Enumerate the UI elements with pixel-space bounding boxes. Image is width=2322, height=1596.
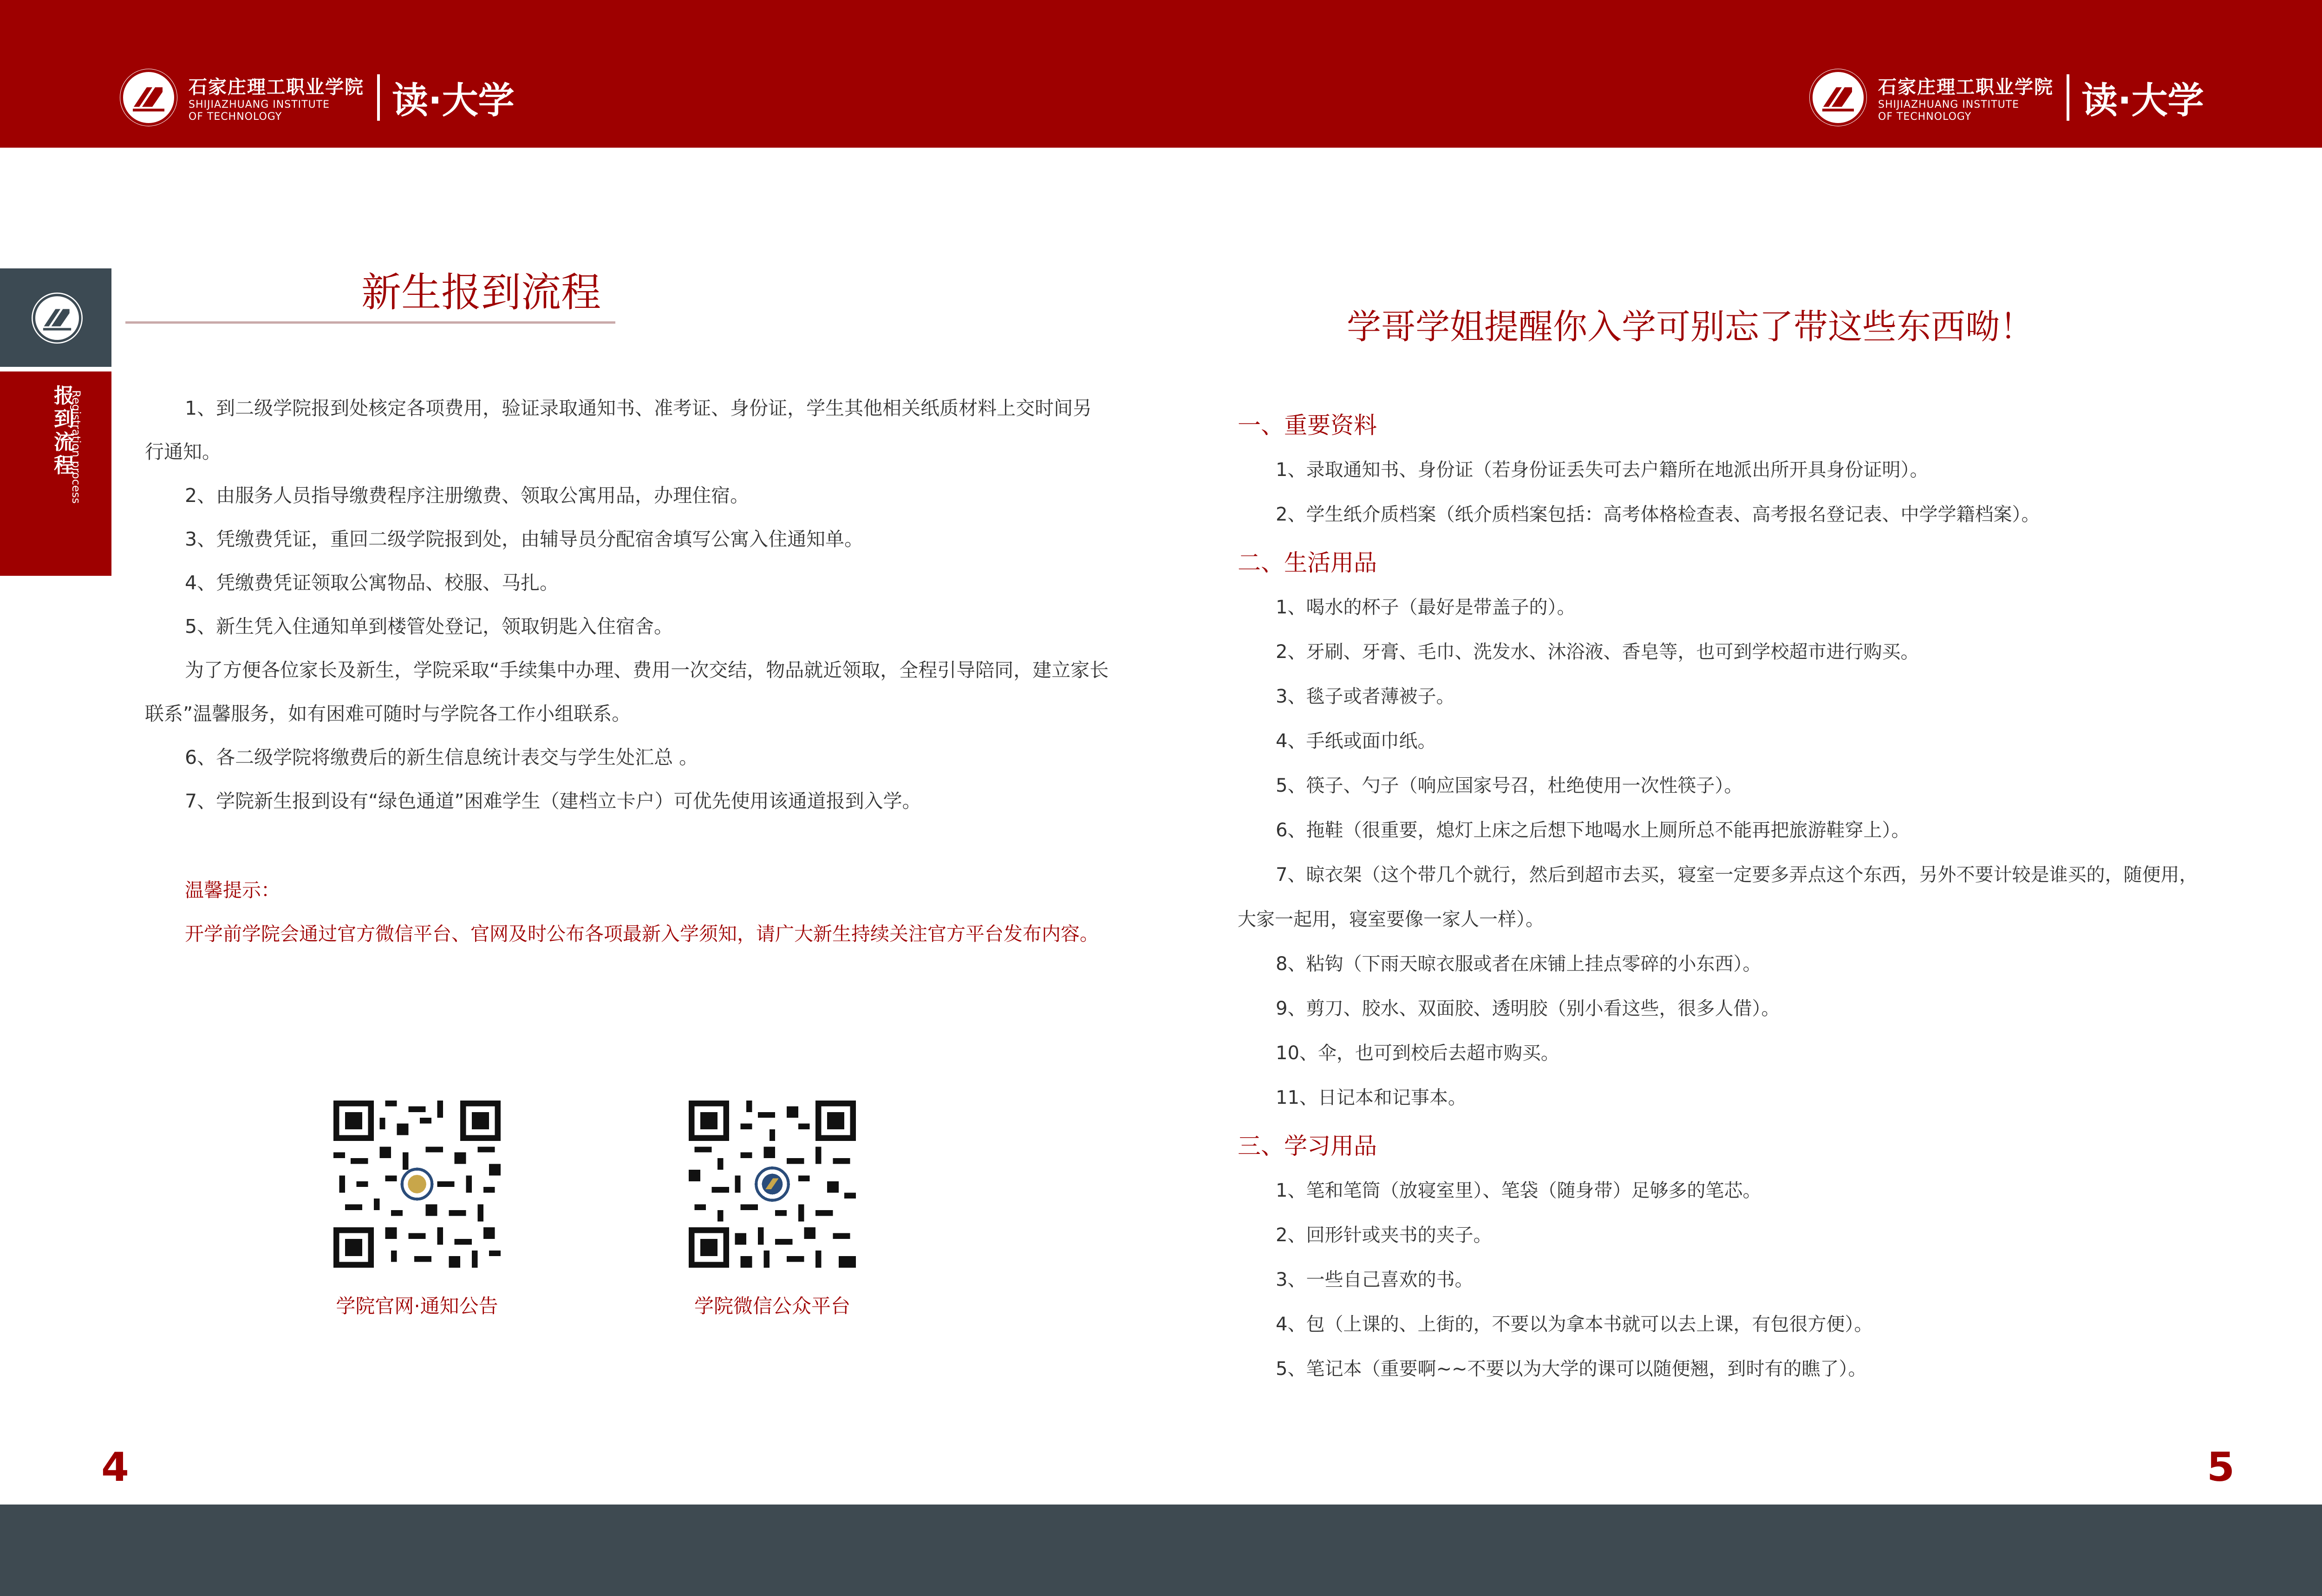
qr-label-wechat: 学院微信公众平台 — [694, 1295, 850, 1317]
brand-right — [1809, 65, 2204, 130]
side-label-char: 报 — [54, 384, 74, 408]
step-item: 2、由服务人员指导缴费程序注册缴费、领取公寓用品，办理住宿。 — [185, 484, 750, 507]
list-item: 3、一些自己喜欢的书。 — [1276, 1269, 1474, 1290]
list-item: 4、手纸或面巾纸。 — [1276, 730, 1436, 752]
school-emblem-icon — [32, 293, 83, 344]
registration-steps — [145, 386, 1111, 823]
school-name-en-1: SHIJIAZHUANG INSTITUTE — [1878, 98, 2020, 111]
list-item: 8、粘钩（下雨天晾衣服或者在床铺上挂点零碎的小东西）。 — [1276, 953, 1761, 975]
list-item: 3、毯子或者薄被子。 — [1276, 686, 1455, 707]
school-name-en-1: SHIJIAZHUANG INSTITUTE — [189, 98, 330, 111]
page-title-left: 新生报到流程 — [361, 269, 601, 316]
side-label-char: 流 — [54, 430, 74, 454]
school-name-en-2: OF TECHNOLOGY — [189, 111, 282, 123]
list-item: 2、回形针或夹书的夹子。 — [1276, 1225, 1492, 1246]
section-heading: 一、重要资料 — [1238, 412, 1377, 439]
school-name-cn: 石家庄理工职业学院 — [189, 76, 364, 98]
section-heading: 三、学习用品 — [1238, 1133, 1377, 1160]
side-label-en: Registration process — [70, 390, 83, 504]
checklist — [1238, 399, 2213, 1391]
list-item: 1、笔和笔筒（放寝室里）、笔袋（随身带）足够多的笔芯。 — [1276, 1180, 1761, 1201]
brand-divider — [377, 74, 380, 121]
list-item: 2、学生纸介质档案（纸介质档案包括：高考体格检查表、高考报名登记表、中学学籍档案）。 — [1276, 504, 2040, 525]
step-item: 6、各二级学院将缴费后的新生信息统计表交与学生处汇总 。 — [185, 746, 698, 769]
side-tab-label — [0, 371, 111, 576]
step-item: 7、学院新生报到设有“绿色通道”困难学生（建档立卡户）可优先使用该通道报到入学。 — [185, 790, 921, 812]
section-heading: 二、生活用品 — [1238, 549, 1377, 576]
list-item: 11、日记本和记事本。 — [1276, 1087, 1467, 1108]
footer-bar — [0, 1505, 2322, 1596]
step-item: 1、到二级学院报到处核定各项费用，验证录取通知书、准考证、身份证，学生其他相关纸质材料上交时间另行通知。 — [145, 397, 1092, 463]
school-emblem-icon — [1809, 69, 1867, 126]
title-underline — [125, 321, 615, 324]
school-name-en-2: OF TECHNOLOGY — [1878, 111, 1972, 123]
list-item: 5、笔记本（重要啊~~不要以为大学的课可以随便翘，到时有的瞧了）。 — [1276, 1358, 1867, 1380]
list-item: 7、晾衣架（这个带几个就行，然后到超市去买，寝室一定要多弄点这个东西，另外不要计较是谁买的，随便用，大家一起用，寝室要像一家人一样）。 — [1238, 864, 2198, 930]
tip-title: 温馨提示： — [185, 879, 280, 901]
list-item: 4、包（上课的、上街的，不要以为拿本书就可以去上课，有包很方便）。 — [1276, 1314, 1873, 1335]
side-tab-emblem — [0, 268, 111, 367]
brand-tagline: 读·大学 — [392, 80, 515, 122]
list-item: 10、伞，也可到校后去超市购买。 — [1276, 1042, 1559, 1064]
page-number-right: 5 — [2207, 1444, 2235, 1491]
qr-code-wechat[interactable] — [689, 1101, 856, 1268]
qr-code-website[interactable] — [333, 1101, 501, 1268]
list-item: 1、喝水的杯子（最好是带盖子的）。 — [1276, 597, 1576, 618]
step-item: 3、凭缴费凭证，重回二级学院报到处，由辅导员分配宿舍填写公寓入住通知单。 — [185, 528, 864, 550]
brand-tagline: 读·大学 — [2081, 80, 2204, 122]
page-title-right: 学哥学姐提醒你入学可别忘了带这些东西呦！ — [1347, 307, 2034, 347]
step-item: 为了方便各位家长及新生，学院采取“手续集中办理、费用一次交结，物品就近领取，全程引导陪同，建立家长联系”温馨服务，如有困难可随时与学院各工作小组联系。 — [145, 659, 1109, 725]
step-item: 5、新生凭入住通知单到楼管处登记，领取钥匙入住宿舍。 — [185, 615, 673, 638]
list-item: 9、剪刀、胶水、双面胶、透明胶（别小看这些，很多人借）。 — [1276, 998, 1780, 1019]
page-number-left: 4 — [101, 1444, 129, 1491]
side-label-char: 到 — [54, 407, 74, 431]
brand-divider — [2067, 74, 2069, 121]
list-item: 1、录取通知书、身份证（若身份证丢失可去户籍所在地派出所开具身份证明）。 — [1276, 459, 1929, 481]
side-label-char: 程 — [54, 454, 74, 477]
warm-tip — [145, 868, 1111, 956]
school-name-cn: 石家庄理工职业学院 — [1878, 76, 2054, 98]
step-item: 4、凭缴费凭证领取公寓物品、校服、马扎。 — [185, 572, 559, 594]
list-item: 6、拖鞋（很重要，熄灯上床之后想下地喝水上厕所总不能再把旅游鞋穿上）。 — [1276, 820, 1910, 841]
tip-text: 开学前学院会通过官方微信平台、官网及时公布各项最新入学须知，请广大新生持续关注官方平台发布内容。 — [185, 923, 1099, 945]
qr-label-website: 学院官网·通知公告 — [336, 1295, 498, 1317]
list-item: 5、筷子、勺子（响应国家号召，杜绝使用一次性筷子）。 — [1276, 775, 1743, 796]
list-item: 2、牙刷、牙膏、毛巾、洗发水、沐浴液、香皂等，也可到学校超市进行购买。 — [1276, 641, 1919, 663]
brand-left — [120, 65, 515, 130]
school-emblem-icon — [120, 69, 177, 126]
